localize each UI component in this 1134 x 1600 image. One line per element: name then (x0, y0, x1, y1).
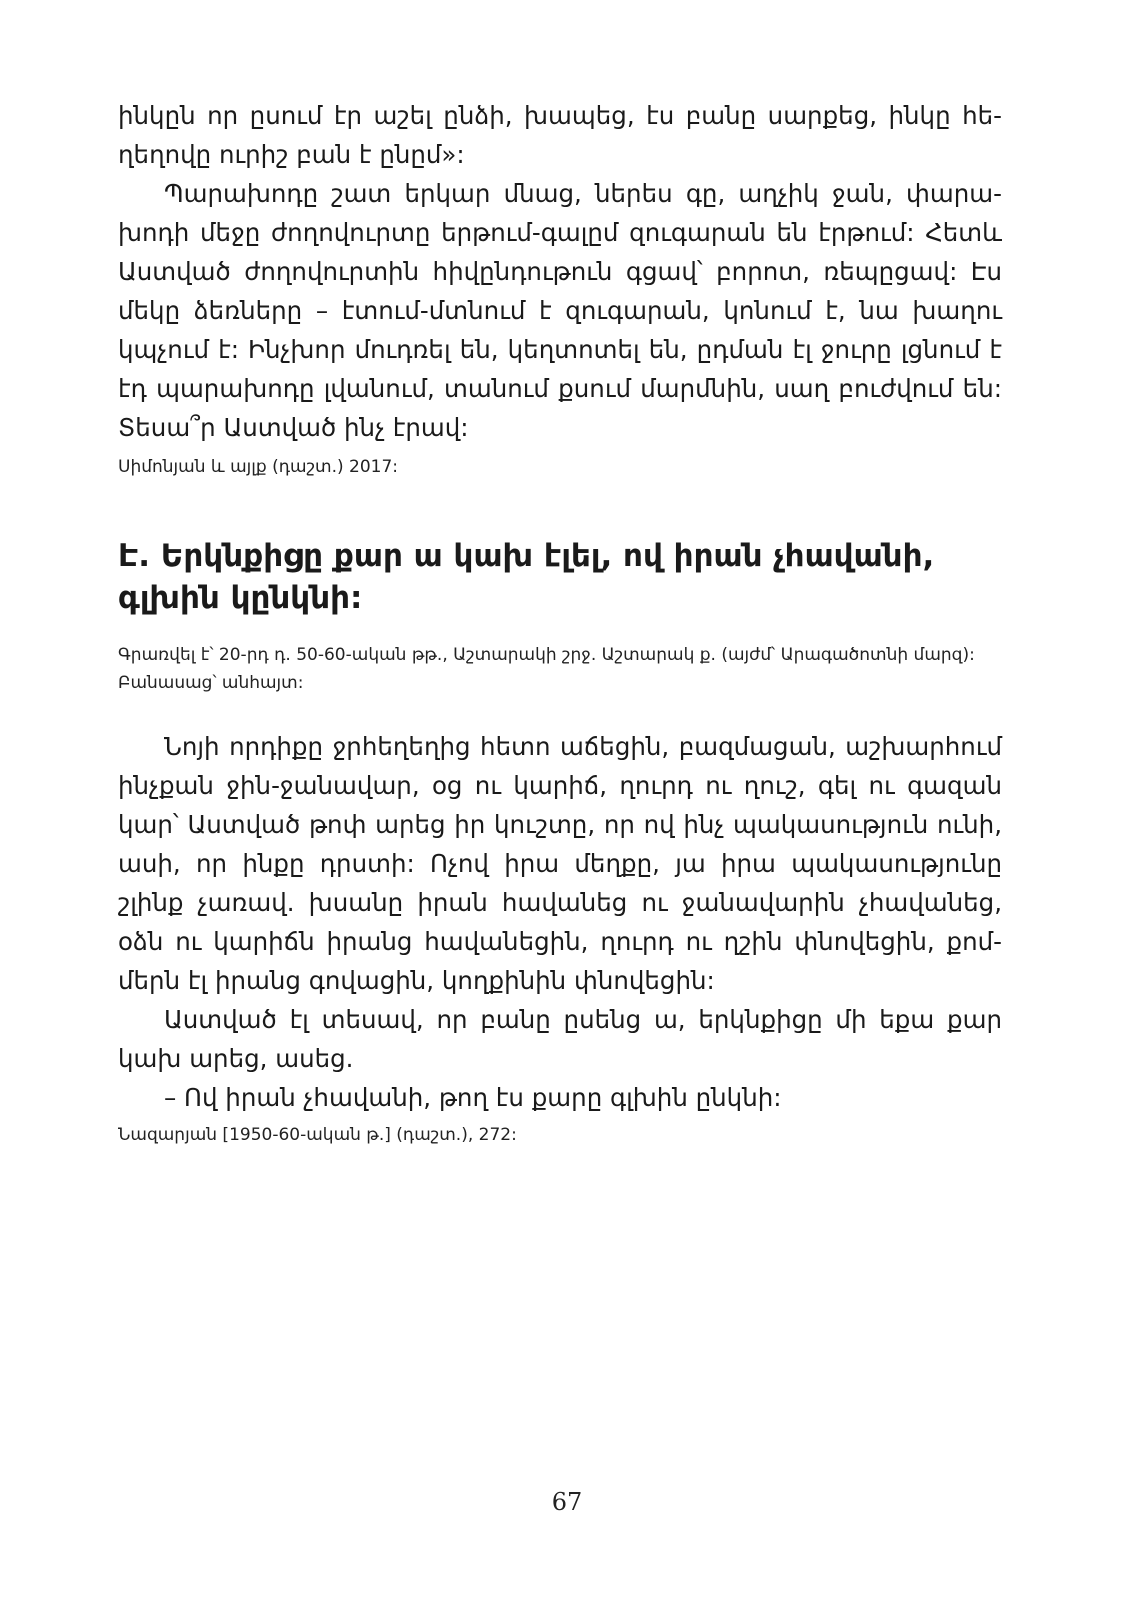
dialogue-line: – Ով իրան չհավանի, թող էս քարը գլխին ընկնի: (164, 1083, 782, 1112)
story-paragraph: Աստված էլ տեսավ, որ բանը ըսենց ա, երկնքիցը մի եքա քար կախ արեց, ասեց. (118, 1005, 1002, 1073)
page-body (118, 96, 1002, 1149)
story-paragraph: Նոյի որդիքը ջրհեղեղից հետո աճեցին, բազմացան, աշխարհում ինչքան ջին-ջանավար, օց ու կարիճ, ղուրդ ու ղուշ, գել ու գազան կար՝ Աստված թոփ արեց իր կուշտը, որ ով ինչ պակասություն ունի, ասի, որ ինքը դրստի: Ոչով իրա մեղքը, յա իրա պակասությունը շլինք չառավ. խսանը իրան հավանեց ու ջանավարին չհավանեց, օձն ու կարիճն իրանց հավանեցին, ղուրդ ու ղշին փնովեցին, քոմմերն էլ իրանց գովացին, կողքինին փնովեցին: (118, 732, 1002, 995)
page-number: 67 (551, 1488, 583, 1516)
continuation-paragraph: ինկըն որ ըսում էր աշել ընձի, խապեց, էս բանը սարքեց, ինկը հեղեղովը ուրիշ բան է ընըմ»: (118, 101, 1002, 169)
story-paragraph: Պարախոդը շատ երկար մնաց, ներես գը, աղչիկ ջան, փարախոդի մեջը ժողովուրտը երթում-գալըմ զուգարան են էրթում: Հետև Աստված ժողովուրտին հիվընդութուն գցավ՝ բորոտ, ռեպըցավ: Էս մեկը ձեռները – էտում-մտնում է զուգարան, կոնում է, նա խաղու կպչում է: Ինչխոր մուդռել են, կեղտոտել են, ըդման էլ ջուրը լցնում է էդ պարախոդը լվանում, տանում քսում մարմնին, սաղ բուժվում են: Տեսա՞ր Աստված ինչ էրավ: (118, 179, 1002, 442)
source-citation: Սիմոնյան և այլք (դաշտ.) 2017: (118, 457, 399, 477)
narrator-note: Բանասաց՝ անհայտ: (118, 673, 304, 693)
section-heading: Է. Երկնքիցը քար ա կախ էլել, ով իրան չհավանի, գլխին կընկնի: (118, 538, 935, 616)
recording-note: Գրառվել է՝ 20-րդ դ. 50-60-ական թթ., Աշտարակի շրջ. Աշտարակ ք. (այժմ՝ Արագածոտնի մարզ): (118, 645, 975, 665)
source-citation: Նազարյան [1950-60-ական թ.] (դաշտ.), 272: (118, 1125, 517, 1145)
